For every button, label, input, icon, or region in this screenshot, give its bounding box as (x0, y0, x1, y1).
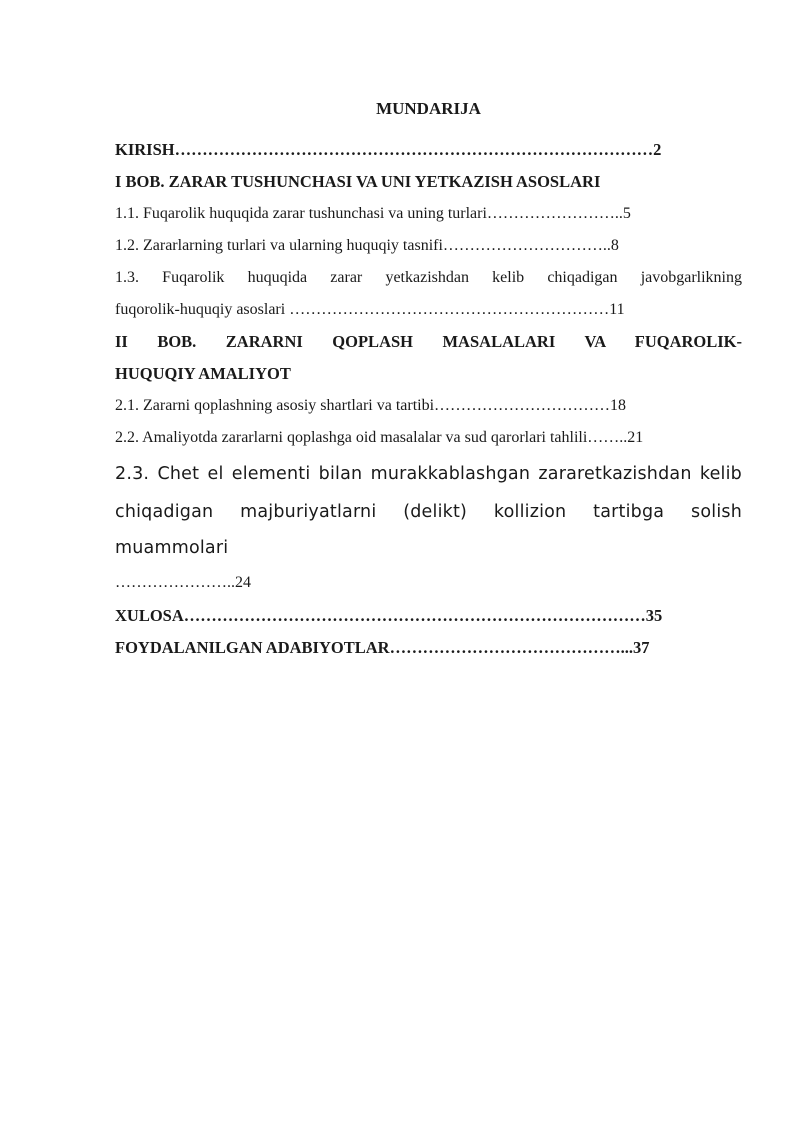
toc-entry-1-3 (115, 262, 742, 326)
toc-chapter-2-line-1: II BOB. ZARARNI QOPLASH MASALALARI VA FUQAROLIK- (115, 332, 742, 351)
toc-entry-2-3-line-3: …………………..24 (115, 574, 251, 591)
toc-chapter-2-heading (115, 326, 742, 390)
toc-entry-2-3-line-2: chiqadigan majburiyatlarni (delikt) kollizion tartibga solish muammolari (115, 502, 742, 558)
toc-entry-1-2: 1.2. Zararlarning turlari va ularning huquqiy tasnifi…………………………..8 (115, 237, 619, 254)
toc-entry-kirish: KIRISH……………………………………………………………………………2 (115, 140, 662, 159)
toc-entry-xulosa: XULOSA…………………………………………………………………………35 (115, 606, 663, 625)
page-title: MUNDARIJA (376, 99, 481, 118)
toc-entry-foydalanilgan-adabiyotlar: FOYDALANILGAN ADABIYOTLAR……………………………………...37 (115, 638, 650, 657)
toc-entry-2-2: 2.2. Amaliyotda zararlarni qoplashga oid masalalar va sud qarorlari tahlili……..21 (115, 429, 644, 446)
toc-entry-2-3 (115, 456, 742, 600)
toc-entry-2-3-line-1: 2.3. Chet el elementi bilan murakkablashgan zararetkazishdan kelib (115, 464, 742, 484)
toc-chapter-2-line-2: HUQUQIY AMALIYOT (115, 364, 291, 383)
toc-chapter-1-heading: I BOB. ZARAR TUSHUNCHASI VA UNI YETKAZISH ASOSLARI (115, 172, 601, 191)
toc-entry-2-1: 2.1. Zararni qoplashning asosiy shartlari va tartibi……………………………18 (115, 397, 627, 414)
toc-entry-1-3-line-2: fuqorolik-huquqiy asoslari ……………………………………………………11 (115, 301, 625, 318)
toc-entry-1-3-line-1: 1.3. Fuqarolik huquqida zarar yetkazishdan kelib chiqadigan javobgarlikning (115, 269, 742, 286)
toc-entry-1-1: 1.1. Fuqarolik huquqida zarar tushunchasi va uning turlari……………………..5 (115, 205, 631, 222)
table-of-contents (115, 98, 742, 664)
